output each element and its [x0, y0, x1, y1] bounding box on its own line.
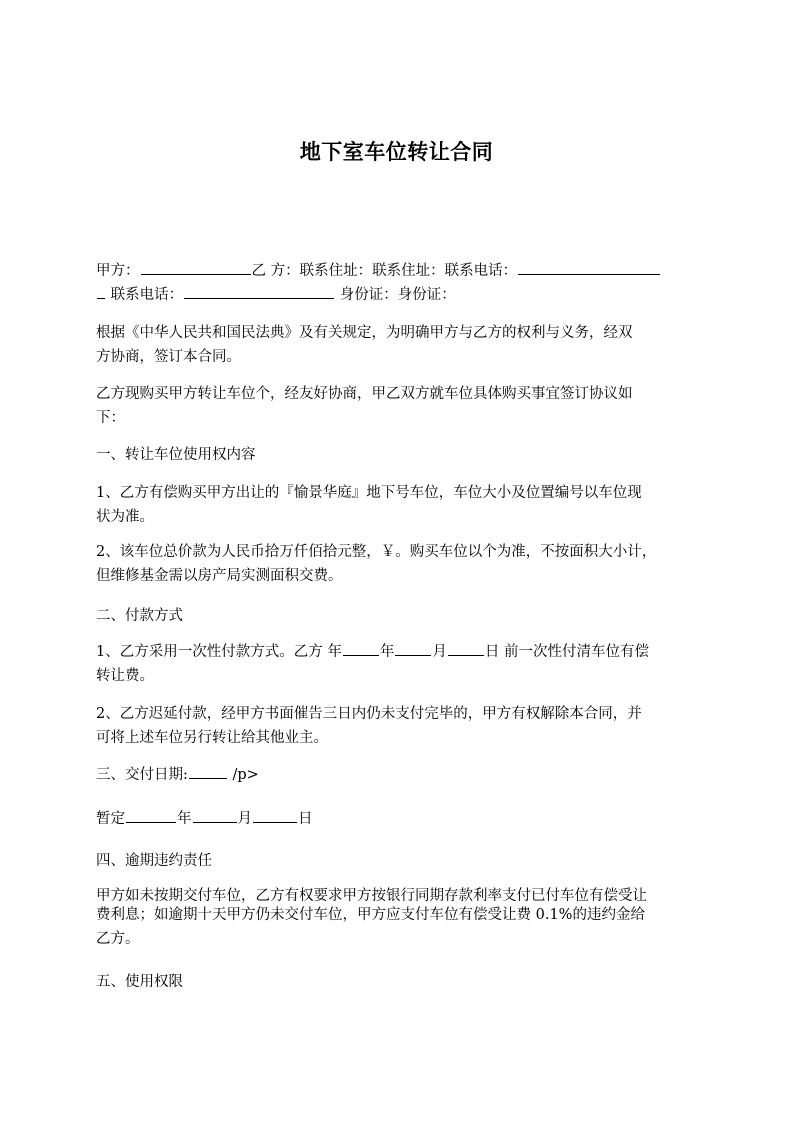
phone-blank-1: [518, 259, 660, 275]
continuation-blank: [97, 283, 105, 299]
section-4-line-2: 费利息；如逾期十天甲方仍未交付车位，甲方应支付车位有偿受让费 0.1%的违约金给: [96, 907, 645, 923]
section-5-heading: 五、使用权限: [96, 974, 183, 990]
section-4-paragraph: [96, 886, 708, 953]
section-1-item-1-line-2: 状为准。: [96, 509, 154, 525]
section-2-item-1: [96, 640, 708, 688]
section-1-heading: 一、转让车位使用权内容: [96, 447, 256, 463]
tentative-day-blank: [253, 807, 297, 823]
tentative-year-label: 年: [177, 811, 192, 827]
tentative-year-blank: [126, 807, 176, 823]
party-a-label: 甲方：: [96, 263, 140, 279]
payment-text-b: 年: [379, 644, 395, 660]
purchase-line-2: 下：: [96, 410, 125, 426]
section-1-item-1-line-1: 1、乙方有偿购买甲方出让的『愉景华庭』地下号车位，车位大小及位置编号以车位现: [96, 485, 642, 501]
section-2-heading: 二、付款方式: [96, 608, 183, 624]
purchase-line-1: 乙方现购买甲方转让车位个，经友好协商，甲乙双方就车位具体购买事宜签订协议如: [96, 386, 633, 402]
intro-line-2: 方协商，签订本合同。: [96, 349, 241, 365]
payment-text-a: 1、乙方采用一次性付款方式。乙方 年: [96, 644, 342, 660]
intro-line-1: 根据《中华人民共和国民法典》及有关规定，为明确甲方与乙方的权利与义务，经双: [96, 325, 633, 341]
party-a-blank: [141, 259, 251, 275]
delivery-date-blank: [189, 763, 227, 779]
section-2-item-2-line-1: 2、乙方迟延付款，经甲方书面催告三日内仍未支付完毕的，甲方有权解除本合同，并: [96, 706, 642, 722]
purchase-paragraph: [96, 382, 708, 430]
tentative-day-label: 日: [298, 811, 313, 827]
section-3-heading-text: 三、交付日期:: [96, 767, 188, 783]
tentative-date-line: [96, 807, 708, 831]
section-2-item-2: [96, 702, 708, 750]
parties-line-2: [96, 283, 708, 307]
section-1-item-2: [96, 540, 708, 588]
section-2-item-1-line-2: 转让费。: [96, 668, 154, 684]
section-4-line-1: 甲方如未按期交付车位，乙方有权要求甲方按银行同期存款利率支付已付车位有偿受让: [96, 888, 647, 904]
tentative-label: 暂定: [96, 811, 125, 827]
section-1-item-2-line-2: 但维修基金需以房产局实测面积交费。: [96, 568, 343, 584]
day-blank: [448, 640, 484, 656]
intro-paragraph: [96, 321, 708, 369]
phone-blank-2: [184, 283, 334, 299]
id-labels: 身份证：身份证：: [339, 287, 456, 303]
payment-text-c: 月: [432, 644, 447, 660]
year-blank: [343, 640, 379, 656]
section-1-item-1: [96, 481, 708, 529]
month-blank: [395, 640, 431, 656]
section-2-item-2-line-2: 可将上述车位另行转让给其他业主。: [96, 730, 328, 746]
payment-text-d: 日 前一次性付清车位有偿: [484, 644, 649, 660]
parties-line-1: [96, 259, 708, 283]
section-4-heading: 四、逾期违约责任: [96, 853, 212, 869]
section-3-stray-text: /p>: [227, 767, 259, 783]
parties-block: [96, 259, 708, 307]
section-2-item-1-line-1: [96, 640, 708, 664]
phone-label-2: 联系电话：: [110, 287, 184, 303]
party-b-labels: 乙 方：联系住址：联系住址：联系电话：: [251, 263, 518, 279]
section-1-item-2-line-1: 2、该车位总价款为人民币拾万仟佰拾元整，￥。购买车位以个为准，不按面积大小计，: [96, 544, 657, 560]
tentative-month-label: 月: [237, 811, 252, 827]
section-3-heading: [96, 763, 708, 787]
section-4-line-3: 乙方。: [96, 931, 140, 947]
document-title: 地下室车位转让合同: [299, 140, 494, 164]
tentative-month-blank: [193, 807, 237, 823]
